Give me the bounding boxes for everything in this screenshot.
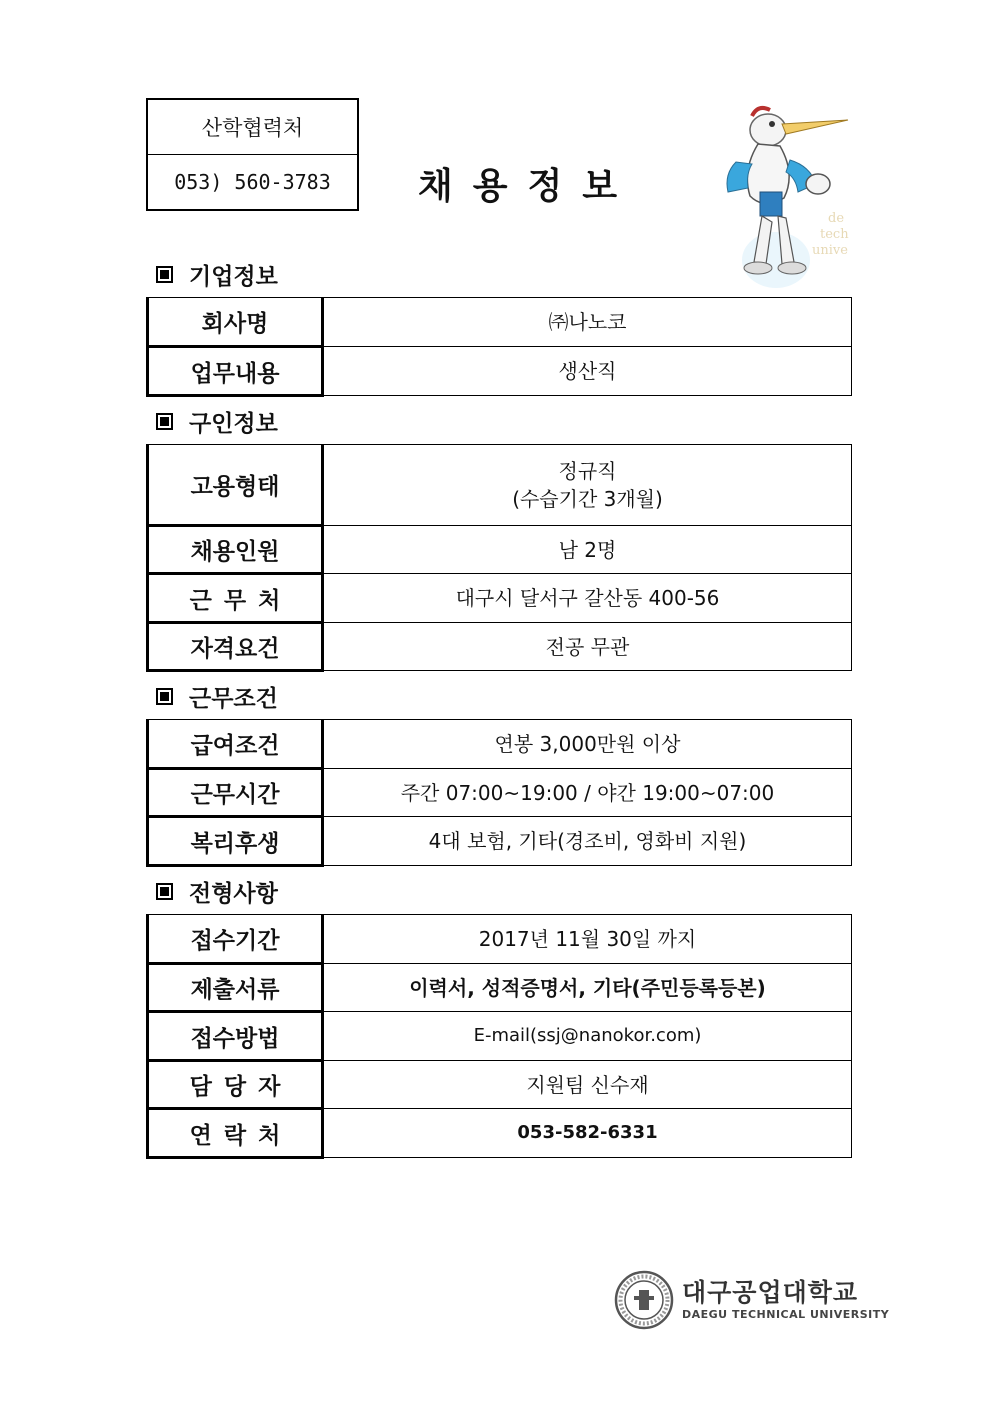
table-row	[148, 526, 852, 574]
table-row	[148, 574, 852, 623]
contact-box	[146, 98, 359, 211]
table-row	[148, 1109, 852, 1158]
row-label: 회사명	[148, 298, 323, 347]
recruitment-info-table	[146, 444, 852, 672]
row-value: 이력서, 성적증명서, 기타(주민등록등본)	[323, 964, 852, 1012]
row-value: 4대 보험, 기타(경조비, 영화비 지원)	[323, 817, 852, 866]
row-label: 채용인원	[148, 526, 323, 574]
row-label	[148, 1109, 323, 1158]
university-name-eng: DAEGU TECHNICAL UNIVERSITY	[682, 1308, 890, 1322]
row-label	[148, 1061, 323, 1109]
table-row	[148, 1061, 852, 1109]
company-info-table	[146, 297, 852, 397]
section-heading-application	[156, 875, 278, 908]
table-row	[148, 298, 852, 347]
row-value: 대구시 달서구 갈산동 400-56	[323, 574, 852, 623]
contact-phone: 053) 560-3783	[174, 169, 331, 194]
contact-label: 산학협력처	[148, 100, 357, 155]
row-value: 전공 무관	[323, 623, 852, 671]
section-title: 근무조건	[189, 686, 278, 712]
row-label-text: 담당자	[189, 1074, 293, 1100]
section-title: 기업정보	[189, 264, 278, 290]
table-row	[148, 817, 852, 866]
section-title: 전형사항	[189, 881, 278, 907]
row-label: 자격요건	[148, 623, 323, 671]
row-label: 근무시간	[148, 769, 323, 817]
table-row	[148, 445, 852, 526]
row-value: 053-582-6331	[323, 1109, 852, 1158]
mascot-illustration	[706, 100, 854, 290]
section-title: 구인정보	[189, 411, 278, 437]
row-value	[323, 445, 852, 526]
square-bullet-icon	[156, 266, 173, 283]
svg-text:tech: tech	[820, 227, 849, 242]
row-label: 급여조건	[148, 720, 323, 769]
row-value: 남 2명	[323, 526, 852, 574]
table-row	[148, 915, 852, 964]
square-bullet-icon	[156, 688, 173, 705]
svg-text:de: de	[828, 211, 845, 226]
employment-type: 정규직	[558, 459, 617, 483]
table-row	[148, 964, 852, 1012]
section-heading-recruitment	[156, 405, 278, 438]
university-name-kor: 대구공업대학교	[682, 1277, 859, 1307]
row-value: 지원팀 신수재	[323, 1061, 852, 1109]
table-row	[148, 769, 852, 817]
row-label: 접수기간	[148, 915, 323, 964]
row-label: 제출서류	[148, 964, 323, 1012]
row-label	[148, 574, 323, 623]
university-seal-icon	[614, 1270, 674, 1330]
table-row	[148, 623, 852, 671]
section-heading-conditions	[156, 680, 278, 713]
university-logo	[614, 1270, 889, 1330]
row-value: 주간 07:00~19:00 / 야간 19:00~07:00	[323, 769, 852, 817]
row-label: 접수방법	[148, 1012, 323, 1061]
row-label: 복리후생	[148, 817, 323, 866]
row-value: 2017년 11월 30일 까지	[323, 915, 852, 964]
application-table	[146, 914, 852, 1159]
row-label-text: 근무처	[189, 587, 293, 614]
row-value: ㈜나노코	[323, 298, 852, 347]
row-label: 업무내용	[148, 347, 323, 396]
row-value: E-mail(ssj@nanokor.com)	[323, 1012, 852, 1061]
probation-note: (수습기간 3개월)	[512, 487, 663, 511]
conditions-table	[146, 719, 852, 867]
svg-text:unive: unive	[812, 243, 848, 258]
table-row	[148, 720, 852, 769]
section-heading-company	[156, 258, 278, 291]
table-row	[148, 347, 852, 396]
row-label-text: 연락처	[189, 1122, 293, 1149]
square-bullet-icon	[156, 883, 173, 900]
page-title: 채용정보	[417, 166, 638, 207]
row-label: 고용형태	[148, 445, 323, 526]
table-row	[148, 1012, 852, 1061]
square-bullet-icon	[156, 413, 173, 430]
row-value: 생산직	[323, 347, 852, 396]
row-value: 연봉 3,000만원 이상	[323, 720, 852, 769]
